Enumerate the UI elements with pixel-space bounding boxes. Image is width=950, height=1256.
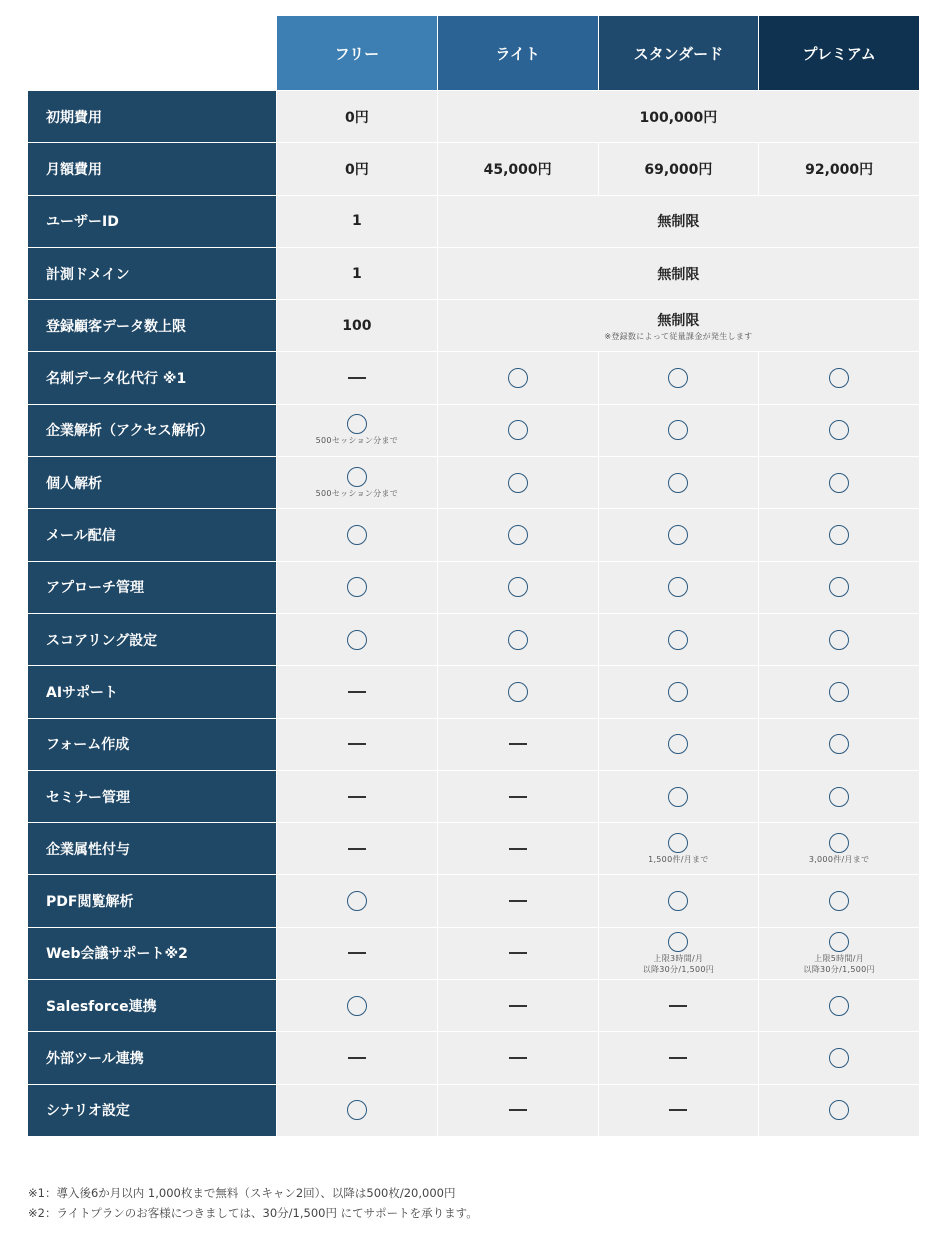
available-circle-icon: [508, 420, 528, 440]
available-circle-icon: [347, 630, 367, 650]
available-circle-icon: [829, 996, 849, 1016]
available-circle-icon: [829, 630, 849, 650]
plan-cell: [437, 613, 598, 665]
table-row: [28, 195, 919, 247]
plan-cell: [758, 665, 919, 717]
table-row: [28, 822, 919, 874]
plan-cell: [276, 247, 437, 299]
available-circle-icon: [668, 368, 688, 388]
available-circle-icon: [508, 630, 528, 650]
available-circle-icon: [829, 682, 849, 702]
cell-value: 69,000円: [644, 161, 713, 178]
unavailable-dash-icon: [509, 796, 527, 798]
available-circle-icon: [668, 630, 688, 650]
plan-cell: [437, 90, 919, 142]
plan-cell: [276, 822, 437, 874]
cell-value: 無制限: [657, 266, 700, 283]
plan-cell: [598, 822, 759, 874]
plan-cell: [276, 665, 437, 717]
cell-value: 100: [342, 317, 372, 334]
plan-cell: [276, 613, 437, 665]
plan-cell: [437, 404, 598, 456]
plan-cell: [758, 1084, 919, 1136]
available-circle-icon: [508, 577, 528, 597]
cell-note: 500セッション分まで: [315, 488, 399, 498]
row-label: 個人解析: [28, 456, 276, 508]
row-label: 初期費用: [28, 90, 276, 142]
available-circle-icon: [668, 525, 688, 545]
plan-header-free: フリー: [276, 16, 437, 90]
available-circle-icon: [668, 932, 688, 952]
available-circle-icon: [829, 932, 849, 952]
row-label: シナリオ設定: [28, 1084, 276, 1136]
available-circle-icon: [508, 473, 528, 493]
plan-cell: [437, 822, 598, 874]
row-label: ユーザーID: [28, 195, 276, 247]
plan-cell: [758, 404, 919, 456]
cell-value: 無制限: [657, 214, 700, 231]
plan-cell: [276, 195, 437, 247]
plan-cell: [598, 665, 759, 717]
pricing-comparison-table: [28, 16, 919, 1136]
unavailable-dash-icon: [669, 1109, 687, 1111]
table-row: [28, 927, 919, 979]
plan-cell: [276, 1031, 437, 1083]
table-row: [28, 718, 919, 770]
plan-cell: [758, 979, 919, 1031]
plan-header-lite: ライト: [437, 16, 598, 90]
unavailable-dash-icon: [348, 691, 366, 693]
table-row: [28, 1084, 919, 1136]
unavailable-dash-icon: [509, 1005, 527, 1007]
table-row: [28, 404, 919, 456]
plan-header-row: [28, 16, 919, 90]
row-label: フォーム作成: [28, 718, 276, 770]
unavailable-dash-icon: [509, 1109, 527, 1111]
footnote-1: ※1：導入後6か月以内 1,000枚まで無料（スキャン2回）、以降は500枚/20,000円: [28, 1186, 456, 1200]
plan-cell: [276, 770, 437, 822]
plan-cell: [598, 456, 759, 508]
table-row: [28, 665, 919, 717]
available-circle-icon: [508, 368, 528, 388]
available-circle-icon: [829, 734, 849, 754]
available-circle-icon: [829, 473, 849, 493]
plan-cell: [276, 508, 437, 560]
available-circle-icon: [668, 473, 688, 493]
cell-value: 無制限: [657, 312, 700, 329]
unavailable-dash-icon: [669, 1005, 687, 1007]
unavailable-dash-icon: [348, 377, 366, 379]
available-circle-icon: [829, 368, 849, 388]
table-row: [28, 979, 919, 1031]
plan-cell: [437, 718, 598, 770]
available-circle-icon: [347, 577, 367, 597]
table-row: [28, 561, 919, 613]
available-circle-icon: [668, 734, 688, 754]
table-row: [28, 351, 919, 403]
plan-cell: [598, 1084, 759, 1136]
available-circle-icon: [347, 525, 367, 545]
available-circle-icon: [668, 891, 688, 911]
plan-cell: [437, 1084, 598, 1136]
unavailable-dash-icon: [348, 1057, 366, 1059]
available-circle-icon: [668, 682, 688, 702]
plan-cell: [437, 665, 598, 717]
available-circle-icon: [829, 420, 849, 440]
feature-rows: [28, 90, 919, 1136]
plan-cell: [437, 195, 919, 247]
table-row: [28, 508, 919, 560]
row-label: 登録顧客データ数上限: [28, 299, 276, 351]
plan-cell: [437, 1031, 598, 1083]
cell-note: ※登録数によって従量課金が発生します: [604, 331, 753, 341]
plan-cell: [437, 770, 598, 822]
available-circle-icon: [668, 577, 688, 597]
plan-cell: [598, 927, 759, 979]
table-row: [28, 299, 919, 351]
available-circle-icon: [347, 996, 367, 1016]
plan-cell: [598, 874, 759, 926]
cell-note: 上限5時間/月 以降30分/1,500円: [803, 953, 875, 974]
available-circle-icon: [668, 420, 688, 440]
available-circle-icon: [829, 787, 849, 807]
plan-cell: [758, 822, 919, 874]
unavailable-dash-icon: [509, 900, 527, 902]
unavailable-dash-icon: [348, 796, 366, 798]
row-label: AIサポート: [28, 665, 276, 717]
table-row: [28, 247, 919, 299]
table-row: [28, 770, 919, 822]
plan-cell: [437, 874, 598, 926]
plan-cell: [437, 456, 598, 508]
available-circle-icon: [668, 833, 688, 853]
plan-cell: [758, 561, 919, 613]
cell-value: 0円: [345, 109, 369, 126]
row-label: 月額費用: [28, 142, 276, 194]
cell-value: 1: [352, 213, 362, 230]
plan-cell: [758, 456, 919, 508]
plan-cell: [598, 508, 759, 560]
row-label: Salesforce連携: [28, 979, 276, 1031]
plan-cell: [598, 561, 759, 613]
plan-cell: [276, 299, 437, 351]
available-circle-icon: [347, 467, 367, 487]
plan-cell: [437, 561, 598, 613]
available-circle-icon: [829, 1100, 849, 1120]
plan-cell: [276, 561, 437, 613]
plan-cell: [758, 1031, 919, 1083]
plan-cell: [437, 979, 598, 1031]
unavailable-dash-icon: [348, 952, 366, 954]
cell-value: 1: [352, 265, 362, 282]
unavailable-dash-icon: [348, 743, 366, 745]
available-circle-icon: [508, 525, 528, 545]
cell-note: 上限3時間/月 以降30分/1,500円: [642, 953, 715, 974]
header-corner: [28, 16, 276, 90]
plan-cell: [598, 1031, 759, 1083]
plan-cell: [276, 404, 437, 456]
plan-cell: [437, 508, 598, 560]
table-row: [28, 1031, 919, 1083]
row-label: 計測ドメイン: [28, 247, 276, 299]
available-circle-icon: [508, 682, 528, 702]
table-row: [28, 456, 919, 508]
row-label: スコアリング設定: [28, 613, 276, 665]
plan-cell: [437, 351, 598, 403]
plan-cell: [437, 142, 598, 194]
plan-cell: [598, 404, 759, 456]
plan-cell: [276, 1084, 437, 1136]
cell-note: 1,500件/月まで: [648, 854, 709, 864]
cell-value: 92,000円: [805, 161, 874, 178]
unavailable-dash-icon: [669, 1057, 687, 1059]
plan-cell: [598, 351, 759, 403]
plan-cell: [758, 142, 919, 194]
table-row: [28, 90, 919, 142]
unavailable-dash-icon: [509, 743, 527, 745]
row-label: 企業解析（アクセス解析）: [28, 404, 276, 456]
footnotes: [28, 1183, 478, 1223]
plan-cell: [598, 142, 759, 194]
plan-cell: [276, 90, 437, 142]
cell-note: 500セッション分まで: [315, 436, 399, 446]
row-label: Web会議サポート※2: [28, 927, 276, 979]
plan-header-premium: プレミアム: [758, 16, 919, 90]
footnote-2: ※2：ライトプランのお客様につきましては、30分/1,500円 にてサポートを承ります。: [28, 1206, 478, 1220]
row-label: 名刺データ化代行 ※1: [28, 351, 276, 403]
plan-cell: [276, 142, 437, 194]
plan-cell: [276, 351, 437, 403]
unavailable-dash-icon: [509, 952, 527, 954]
row-label: PDF閲覧解析: [28, 874, 276, 926]
plan-cell: [276, 456, 437, 508]
available-circle-icon: [829, 577, 849, 597]
plan-cell: [276, 927, 437, 979]
cell-note: 3,000件/月まで: [808, 854, 870, 864]
plan-cell: [276, 874, 437, 926]
plan-cell: [758, 613, 919, 665]
plan-cell: [758, 874, 919, 926]
unavailable-dash-icon: [348, 848, 366, 850]
plan-cell: [758, 508, 919, 560]
available-circle-icon: [829, 525, 849, 545]
plan-header-standard: スタンダード: [598, 16, 759, 90]
plan-cell: [437, 927, 598, 979]
plan-cell: [276, 979, 437, 1031]
table-row: [28, 613, 919, 665]
available-circle-icon: [829, 891, 849, 911]
row-label: 外部ツール連携: [28, 1031, 276, 1083]
table-row: [28, 142, 919, 194]
available-circle-icon: [347, 891, 367, 911]
plan-cell: [598, 718, 759, 770]
cell-value: 45,000円: [483, 161, 552, 178]
available-circle-icon: [829, 1048, 849, 1068]
plan-cell: [758, 770, 919, 822]
unavailable-dash-icon: [509, 1057, 527, 1059]
plan-cell: [276, 718, 437, 770]
plan-cell: [598, 770, 759, 822]
row-label: セミナー管理: [28, 770, 276, 822]
cell-value: 100,000円: [639, 109, 718, 126]
plan-cell: [758, 718, 919, 770]
available-circle-icon: [829, 833, 849, 853]
unavailable-dash-icon: [509, 848, 527, 850]
plan-cell: [598, 979, 759, 1031]
plan-cell: [758, 927, 919, 979]
row-label: メール配信: [28, 508, 276, 560]
plan-cell: [437, 247, 919, 299]
row-label: 企業属性付与: [28, 822, 276, 874]
available-circle-icon: [347, 1100, 367, 1120]
cell-value: 0円: [345, 161, 369, 178]
row-label: アプローチ管理: [28, 561, 276, 613]
table-row: [28, 874, 919, 926]
available-circle-icon: [668, 787, 688, 807]
plan-cell: [437, 299, 919, 351]
available-circle-icon: [347, 414, 367, 434]
plan-cell: [758, 351, 919, 403]
plan-cell: [598, 613, 759, 665]
